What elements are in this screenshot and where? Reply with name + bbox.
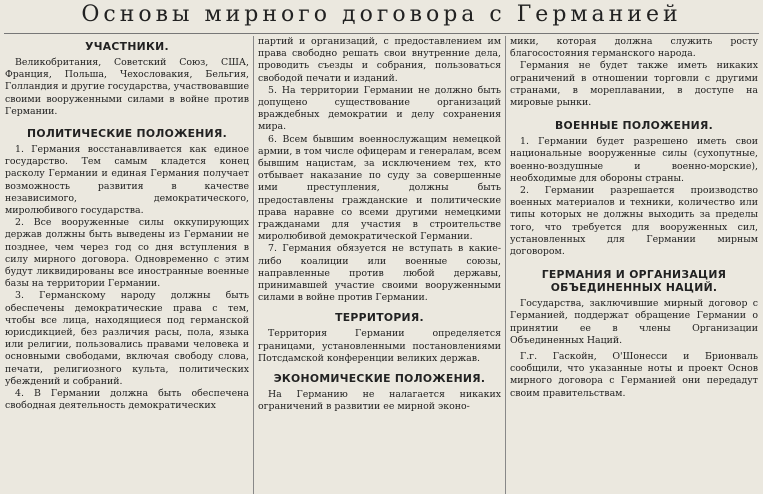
article-title: Основы мирного договора с Германией bbox=[81, 2, 682, 27]
paragraph: Германия не будет также иметь никаких ограничений в отношении торговли с другими странами, в мореплавании, в доступе на мировые рынки. bbox=[510, 60, 758, 109]
title-rule bbox=[4, 33, 759, 34]
paragraph: 4. В Германии должна быть обеспечена свободная деятельность демократических bbox=[5, 388, 249, 412]
column-divider bbox=[253, 36, 254, 494]
column-1 bbox=[5, 36, 249, 494]
territory-heading: ТЕРРИТОРИЯ. bbox=[335, 311, 424, 325]
political-heading: ПОЛИТИЧЕСКИЕ ПОЛОЖЕНИЯ. bbox=[27, 127, 227, 141]
paragraph: 1. Германии будет разрешено иметь свои национальные вооруженные силы (сухопутные, военно-воздушные и военно-морские), необходимые для обороны страны. bbox=[510, 136, 758, 184]
un-heading: ГЕРМАНИЯ И ОРГАНИЗАЦИЯ ОБЪЕДИНЕННЫХ НАЦИЙ. bbox=[541, 268, 727, 295]
paragraph: 1. Германия восстанавливается как единое государство. Тем самым кладется конец расколу Германии и единая Германия получает возможность развития в качестве независимого, демократического, миролюбивого государства. bbox=[5, 144, 249, 217]
participants-heading: УЧАСТНИКИ. bbox=[85, 40, 169, 53]
participants-text: Великобритания, Советский Союз, США, Франция, Польша, Чехословакия, Бельгия, Голландия и другие государства, участвовавшие своими вооруженными силами в войне против Германии. bbox=[5, 57, 249, 117]
paragraph: На Германию не налагается никаких ограничений в развитии ее мирной эконо- bbox=[258, 389, 501, 413]
paragraph: Территория Германии определяется границами, установленными постановлениями Потсдамской конференции великих держав. bbox=[258, 328, 501, 364]
paragraph: 6. Всем бывшим военнослужащим немецкой армии, в том числе офицерам и генералам, всем бывшим нацистам, за исключением тех, кто отбывает наказание по суду за совершенные ими преступления, должны быть предоставлены гражданские и политические права наравне со всеми другими немецкими гражданами для участия в строительстве миролюбивой демократической Германии. bbox=[258, 133, 501, 243]
paragraph: 2. Германии разрешается производство военных материалов и техники, количество или типы которых не должны выходить за пределы того, что требуется для вооруженных сил, установленных для Германии мирным договором. bbox=[510, 185, 758, 258]
paragraph: Государства, заключившие мирный договор с Германией, поддержат обращение Германии о принятии ее в члены Организации Объединенных Наций. bbox=[510, 298, 758, 346]
column-2 bbox=[258, 36, 501, 494]
economic-heading: ЭКОНОМИЧЕСКИЕ ПОЛОЖЕНИЯ. bbox=[273, 372, 486, 386]
column-divider bbox=[505, 36, 506, 494]
paragraph: мики, которая должна служить росту благосостояния германского народа. bbox=[510, 36, 758, 60]
paragraph: 3. Германскому народу должны быть обеспечены демократические права с тем, чтобы все лица, находящиеся под германской юрисдикцией, без различия расы, пола, языка или религии, пользовались правами человека и основными свободами, включая свободу слова, печати, религиозного культа, политических убеждений и собраний. bbox=[5, 290, 249, 387]
military-heading: ВОЕННЫЕ ПОЛОЖЕНИЯ. bbox=[554, 119, 714, 133]
paragraph: партий и организаций, с предоставлением им права свободно решать свои внутренние дела, проводить съезды и собрания, пользоваться свободой печати и изданий. bbox=[258, 36, 501, 84]
closing-paragraph: Г.г. Гаскойн, О'Шонесси и Брионваль сообщили, что указанные ноты и проект Основ мирного договора с Германией они передадут своим правительствам. bbox=[510, 351, 758, 399]
paragraph: 5. На территории Германии не должно быть допущено существование организаций враждебных демократии и делу сохранения мира. bbox=[258, 84, 501, 133]
column-3 bbox=[510, 36, 758, 494]
paragraph: 2. Все вооруженные силы оккупирующих держав должны быть выведены из Германии не позднее, чем через год со дня вступления в силу мирного договора. Одновременно с этим будут ликвидированы все иностранные военные базы на территории Германии. bbox=[5, 217, 249, 290]
paragraph: 7. Германия обязуется не вступать в какие-либо коалиции или военные союзы, направленные против любой державы, принимавшей участие своими вооруженными силами в войне против Германии. bbox=[258, 243, 501, 304]
